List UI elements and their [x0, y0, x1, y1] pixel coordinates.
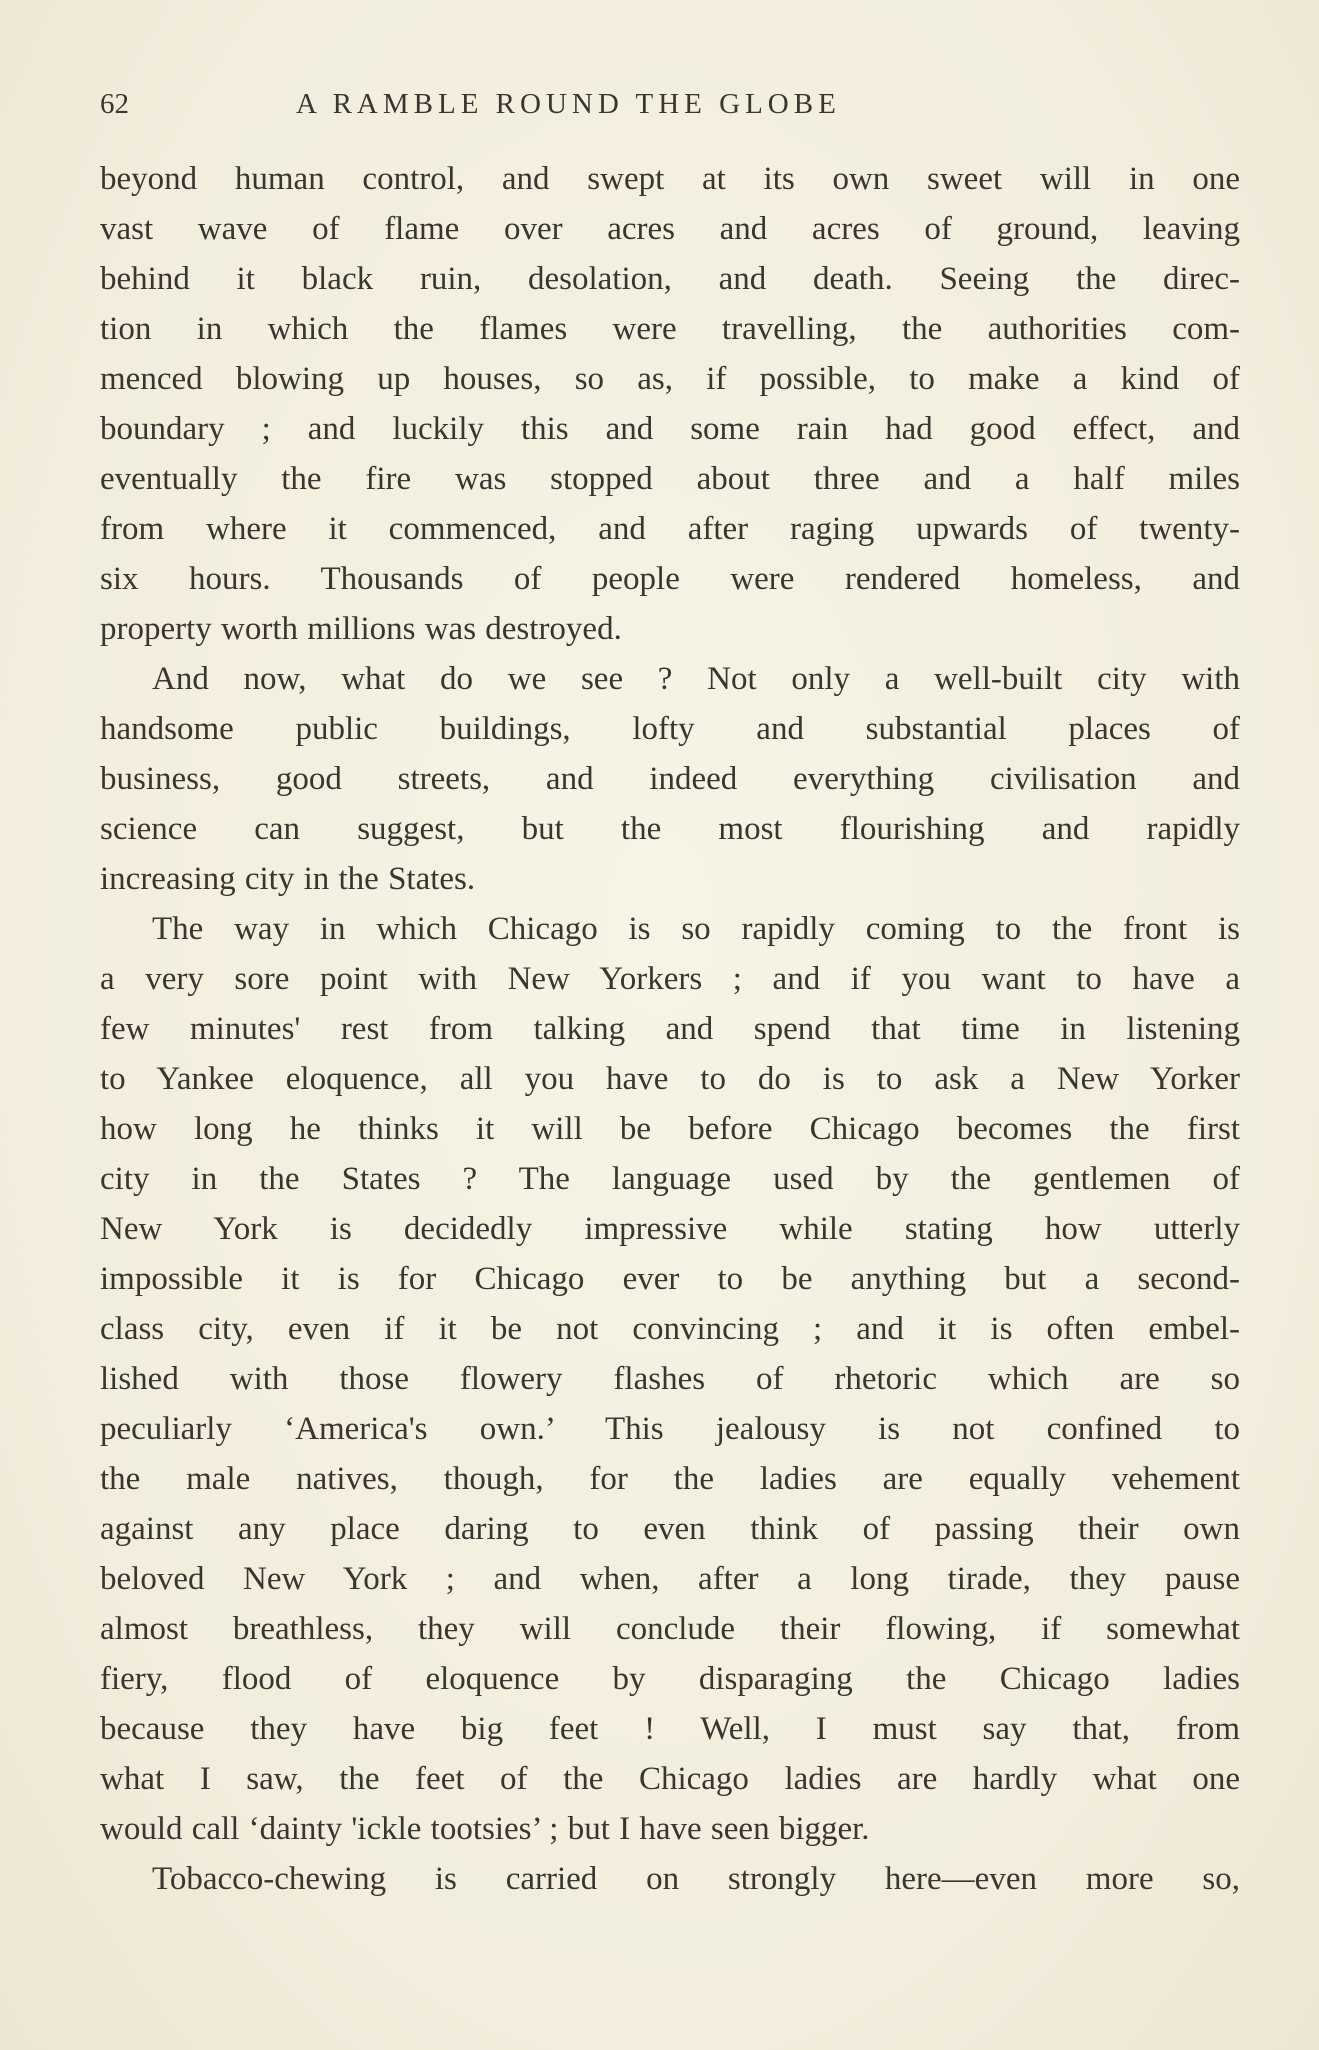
text-line: property worth millions was destroyed. [100, 611, 622, 647]
text-line: handsome public buildings, lofty and substantial places of [100, 711, 1240, 747]
text-line: impossible it is for Chicago ever to be anything but a second- [100, 1261, 1240, 1297]
paragraph [100, 904, 1240, 1854]
text-line: few minutes' rest from talking and spend that time in listening [100, 1011, 1240, 1047]
text-line: would call ‘dainty 'ickle tootsies’ ; but I have seen bigger. [100, 1811, 870, 1847]
text-line: business, good streets, and indeed everything civilisation and [100, 761, 1240, 797]
text-line: lished with those flowery flashes of rhetoric which are so [100, 1361, 1240, 1397]
page-number: 62 [100, 88, 129, 120]
text-line: fiery, flood of eloquence by disparaging the Chicago ladies [100, 1661, 1240, 1697]
text-line: because they have big feet ! Well, I must say that, from [100, 1711, 1240, 1747]
text-line: beyond human control, and swept at its own sweet will in one [100, 161, 1240, 197]
running-head [100, 84, 1240, 124]
text-line: from where it commenced, and after raging upwards of twenty- [100, 511, 1240, 547]
text-line: how long he thinks it will be before Chicago becomes the first [100, 1111, 1240, 1147]
text-line: And now, what do we see ? Not only a well-built city with [152, 661, 1240, 697]
text-line: eventually the fire was stopped about three and a half miles [100, 461, 1240, 497]
paragraph [100, 654, 1240, 904]
text-line: a very sore point with New Yorkers ; and if you want to have a [100, 961, 1240, 997]
text-line: increasing city in the States. [100, 861, 476, 897]
text-line: to Yankee eloquence, all you have to do is to ask a New Yorker [100, 1061, 1240, 1097]
text-line: beloved New York ; and when, after a long tirade, they pause [100, 1561, 1240, 1597]
text-line: New York is decidedly impressive while stating how utterly [100, 1211, 1240, 1247]
text-line: vast wave of flame over acres and acres of ground, leaving [100, 211, 1240, 247]
text-line: city in the States ? The language used by the gentlemen of [100, 1161, 1240, 1197]
text-line: boundary ; and luckily this and some rain had good effect, and [100, 411, 1240, 447]
text-line: what I saw, the feet of the Chicago ladies are hardly what one [100, 1761, 1240, 1797]
body-text [100, 154, 1240, 1904]
text-line: The way in which Chicago is so rapidly coming to the front is [152, 911, 1240, 947]
paragraph [100, 1854, 1240, 1904]
text-line: the male natives, though, for the ladies are equally vehement [100, 1461, 1240, 1497]
text-line: tion in which the flames were travelling, the authorities com- [100, 311, 1240, 347]
paragraph [100, 154, 1240, 654]
book-title: A RAMBLE ROUND THE GLOBE [296, 88, 841, 120]
text-line: peculiarly ‘America's own.’ This jealousy is not confined to [100, 1411, 1240, 1447]
text-line: science can suggest, but the most flourishing and rapidly [100, 811, 1240, 847]
text-line: six hours. Thousands of people were rendered homeless, and [100, 561, 1240, 597]
text-line: almost breathless, they will conclude their flowing, if somewhat [100, 1611, 1240, 1647]
text-line: against any place daring to even think of passing their own [100, 1511, 1240, 1547]
text-line: behind it black ruin, desolation, and death. Seeing the direc- [100, 261, 1240, 297]
text-line: Tobacco-chewing is carried on strongly here—even more so, [152, 1861, 1240, 1897]
text-line: class city, even if it be not convincing ; and it is often embel- [100, 1311, 1240, 1347]
text-line: menced blowing up houses, so as, if possible, to make a kind of [100, 361, 1240, 397]
